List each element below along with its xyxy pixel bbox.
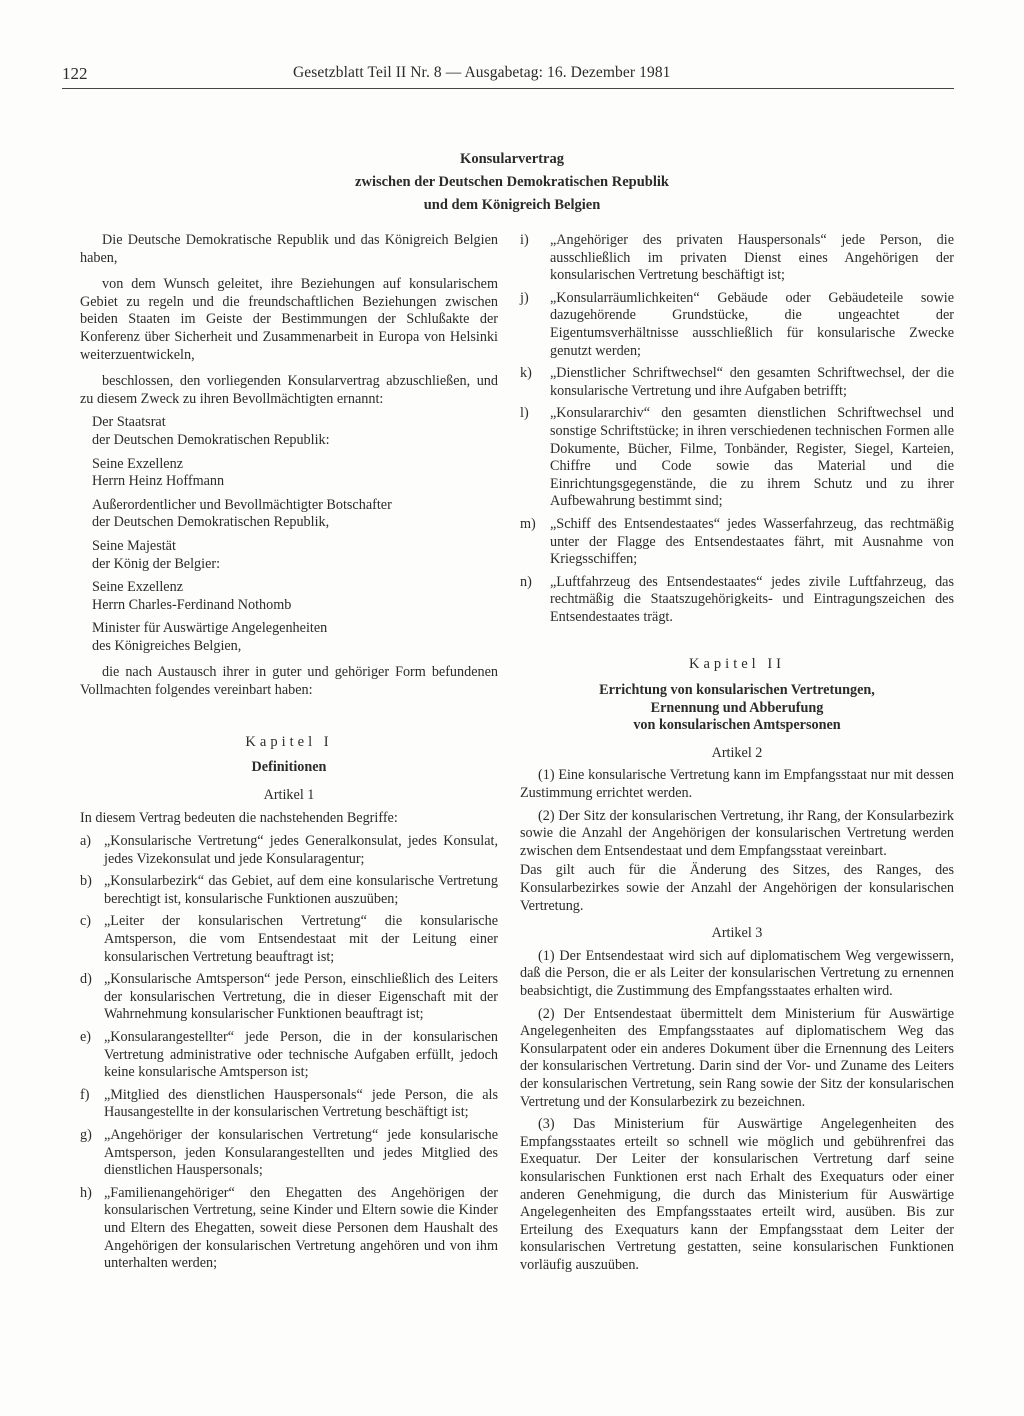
definition-label: a) [80, 833, 92, 850]
definition-label: l) [520, 405, 529, 422]
plenipotentiary-block [80, 414, 498, 449]
definition-text: „Konsularräumlichkeiten“ Gebäude oder Gebäudeteile sowie dazugehörende Grundstücke, die ungeachtet der Eigentumsverhältnisse ausschließlich für konsularische Zwecke genutzt werden; [550, 289, 954, 359]
article-paragraph: (3) Das Ministerium für Auswärtige Angelegenheiten des Empfangsstaates erteilt so schnell wie möglich und gebührenfrei das Exequatur. Der Leiter der konsularischen Vertretung darf seine konsularischen Funktionen erst nach Erhalt des Exequaturs oder einer anderen Genehmigung, die durch das Ministerium für Auswärtige Angelegenheiten des Empfangsstaates erteilt wird, ausüben. Bis zur Erteilung des Exequaturs kann der Empfangsstaat dem Leiter der konsularischen Vertretung gestatten, seine konsularischen Funktionen vorläufig auszuüben. [520, 1116, 954, 1273]
plenipotentiary-block [80, 497, 498, 532]
article-heading: Artikel 2 [711, 744, 763, 761]
definition-text: „Leiter der konsularischen Vertretung“ die konsularische Amtsperson, die vom Entsendestaat mit der Leitung einer konsularischen Vertretung beauftragt ist; [104, 913, 498, 965]
running-head: Gesetzblatt Teil II Nr. 8 — Ausgabetag: 16. Dezember 1981 [293, 64, 671, 81]
plenipotentiary-block [80, 538, 498, 573]
party-line: Seine Exzellenz [92, 455, 183, 472]
definition-label: j) [520, 289, 529, 306]
party-line: Seine Majestät [92, 537, 176, 554]
definition-item [520, 516, 954, 569]
definition-item [520, 405, 954, 511]
chapter-title: Definitionen [251, 759, 327, 776]
definition-item [80, 971, 498, 1024]
page-header [62, 62, 954, 89]
party-line: des Königreiches Belgien, [92, 637, 242, 654]
title-line-2: zwischen der Deutschen Demokratischen Republik [355, 174, 669, 190]
definition-item [80, 913, 498, 966]
definition-text: „Schiff des Entsendestaates“ jedes Wasserfahrzeug, das rechtmäßig unter der Flagge des Entsendestaates fährt, mit Ausnahme von Kriegsschiffen; [550, 515, 954, 568]
definition-label: k) [520, 365, 532, 382]
definition-item [80, 873, 498, 908]
article-heading: Artikel 3 [711, 925, 763, 942]
plenipotentiary-block [80, 579, 498, 614]
chapter-heading: Kapitel I [245, 733, 333, 750]
preamble-paragraph-1: Die Deutsche Demokratische Republik und das Königreich Belgien haben, [80, 232, 498, 266]
definition-label: g) [80, 1126, 92, 1143]
definition-text: „Familienangehöriger“ den Ehegatten des Angehörigen der konsularischen Vertretung, seine Kinder und Eltern sowie die Kinder und Eltern des Ehegatten, soweit diese Personen dem Haushalt des Angehörigen der konsularischen Vertretung angehören und von ihm unterhalten werden; [104, 1184, 498, 1272]
definition-text: „Angehöriger des privaten Hauspersonals“ jede Person, die ausschließlich im privaten Dienst eines Angehörigen der konsularischen Vertretung beschäftigt ist; [550, 232, 954, 284]
definition-item [80, 1029, 498, 1082]
party-line: Seine Exzellenz [92, 579, 183, 596]
definition-text: „Luftfahrzeug des Entsendestaates“ jedes zivile Luftfahrzeug, das rechtmäßig die Staatszugehörigkeits- und Eintragungszeichen des Entsendestaates trägt. [550, 573, 954, 625]
article-paragraph: Das gilt auch für die Änderung des Sitzes, des Ranges, des Konsularbezirkes sowie der Anzahl der Angehörigen der konsularischen Vertretung. [520, 862, 954, 914]
chapter-title [520, 682, 954, 735]
definition-label: n) [520, 573, 532, 590]
party-line: der König der Belgier: [92, 555, 221, 572]
definition-text: „Konsularische Vertretung“ jedes Generalkonsulat, jedes Konsulat, jedes Vizekonsulat und jede Konsularagentur; [104, 833, 498, 867]
definition-label: b) [80, 873, 92, 890]
article-intro: In diesem Vertrag bedeuten die nachstehenden Begriffe: [80, 810, 398, 827]
definition-item [520, 232, 954, 285]
definition-text: „Mitglied des dienstlichen Hauspersonals“ jede Person, die als Hausangestellte in der konsularischen Vertretung beschäftigt ist; [104, 1086, 498, 1121]
article-paragraph: (1) Eine konsularische Vertretung kann im Empfangsstaat nur mit dessen Zustimmung errichtet werden. [520, 767, 954, 802]
preamble-paragraph-3: beschlossen, den vorliegenden Konsularvertrag abzuschließen, und zu diesem Zweck zu ihren Bevollmächtigten ernannt: [80, 373, 498, 407]
definition-text: „Dienstlicher Schriftwechsel“ den gesamten Schriftwechsel, der die konsularische Vertretung und ihre Aufgaben betrifft; [550, 365, 954, 399]
preamble-paragraph-2: von dem Wunsch geleitet, ihre Beziehungen auf konsularischem Gebiet zu regeln und die freundschaftlichen Beziehungen zwischen beiden Staaten im Geiste der Bestimmungen der Schlußakte der Konferenz über Sicherheit und Zusammenarbeit in Europa von Helsinki weiterzuentwickeln, [80, 276, 498, 363]
definition-item [80, 833, 498, 868]
right-column [520, 232, 954, 1274]
definition-text: „Konsularangestellter“ jede Person, die in der konsularischen Vertretung administrative oder technische Aufgaben erfüllt, jedoch keine konsularische Amtsperson ist; [104, 1028, 498, 1081]
preamble-paragraph-4: die nach Austausch ihrer in guter und gehöriger Form befundenen Vollmachten folgendes vereinbart haben: [80, 664, 498, 699]
definition-text: „Konsularische Amtsperson“ jede Person, einschließlich des Leiters der konsularischen Vertretung, die in dieser Eigenschaft mit der Wahrnehmung konsularischer Funktionen beauftragt ist; [104, 971, 498, 1023]
definition-label: h) [80, 1184, 92, 1201]
definition-text: „Konsulararchiv“ den gesamten dienstlichen Schriftwechsel und sonstige Schriftstücke; in ihren verschiedenen technischen Formen alle Dokumente, Bücher, Filme, Tonbänder, Register, Siegel, Karteien, Chiffre und Code sowie das Material und die Einrichtungsgegenstände, die zu ihrem Schutz und zu ihrer Aufbewahrung bestimmt sind; [550, 405, 954, 510]
page-number: 122 [62, 64, 88, 83]
treaty-title [262, 148, 762, 217]
definition-label: e) [80, 1028, 92, 1045]
plenipotentiary-block [80, 456, 498, 491]
party-line: Außerordentlicher und Bevollmächtigter Botschafter [92, 496, 392, 513]
chapter-title-line: von konsularischen Amtspersonen [633, 717, 841, 734]
chapter-title-line: Errichtung von konsularischen Vertretungen, [599, 682, 875, 699]
title-line-3: und dem Königreich Belgien [423, 197, 601, 213]
definition-text: „Konsularbezirk“ das Gebiet, auf dem eine konsularische Vertretung berechtigt ist, konsularische Funktionen auszuüben; [104, 873, 498, 907]
party-line: Herrn Charles-Ferdinand Nothomb [92, 596, 292, 613]
definition-label: f) [80, 1086, 90, 1103]
party-line: Minister für Auswärtige Angelegenheiten [92, 620, 328, 637]
definition-label: c) [80, 913, 92, 930]
article-paragraph: (1) Der Entsendestaat wird sich auf diplomatischem Weg vergewissern, daß die Person, die er als Leiter der konsularischen Vertretung zu ernennen beabsichtigt, die Zustimmung des Empfangsstaates erhalten wird. [520, 947, 954, 999]
definition-item [80, 1127, 498, 1180]
definition-item [80, 1185, 498, 1273]
article-paragraph: (2) Der Sitz der konsularischen Vertretung, ihr Rang, der Konsularbezirk sowie die Anzahl der Angehörigen der konsularischen Vertretung werden zwischen dem Entsendestaat und dem Empfangsstaat vereinbart. [520, 807, 954, 859]
party-line: der Deutschen Demokratischen Republik, [92, 514, 330, 531]
definition-item [520, 574, 954, 627]
left-column [80, 232, 498, 1273]
definition-item [520, 290, 954, 360]
article-heading: Artikel 1 [263, 786, 315, 803]
article-paragraph: (2) Der Entsendestaat übermittelt dem Ministerium für Auswärtige Angelegenheiten des Empfangsstaates auf diplomatischem Weg das Konsularpatent oder ein anderes Dokument über die Ernennung des Leiters der konsularischen Vertretung. Darin sind der Vor- und Zuname des Leiters der konsularischen Vertretung, sein Rang sowie der Sitz der konsularischen Vertretung und der Konsularbezirk zu bezeichnen. [520, 1005, 954, 1110]
definition-text: „Angehöriger der konsularischen Vertretung“ jede konsularische Amtsperson, jeden Konsularangestellten und jedes Mitglied des dienstlichen Hauspersonals; [104, 1126, 498, 1179]
party-line: Der Staatsrat [92, 414, 166, 431]
definition-label: m) [520, 515, 536, 532]
definition-item [520, 365, 954, 400]
plenipotentiary-block [80, 620, 498, 655]
definition-label: d) [80, 971, 92, 988]
title-line-1: Konsularvertrag [460, 151, 564, 167]
party-line: Herrn Heinz Hoffmann [92, 473, 225, 490]
chapter-heading: Kapitel II [689, 656, 785, 673]
definition-label: i) [520, 232, 529, 248]
party-line: der Deutschen Demokratischen Republik: [92, 431, 330, 448]
chapter-title-line: Ernennung und Abberufung [650, 699, 824, 716]
definition-item [80, 1087, 498, 1122]
